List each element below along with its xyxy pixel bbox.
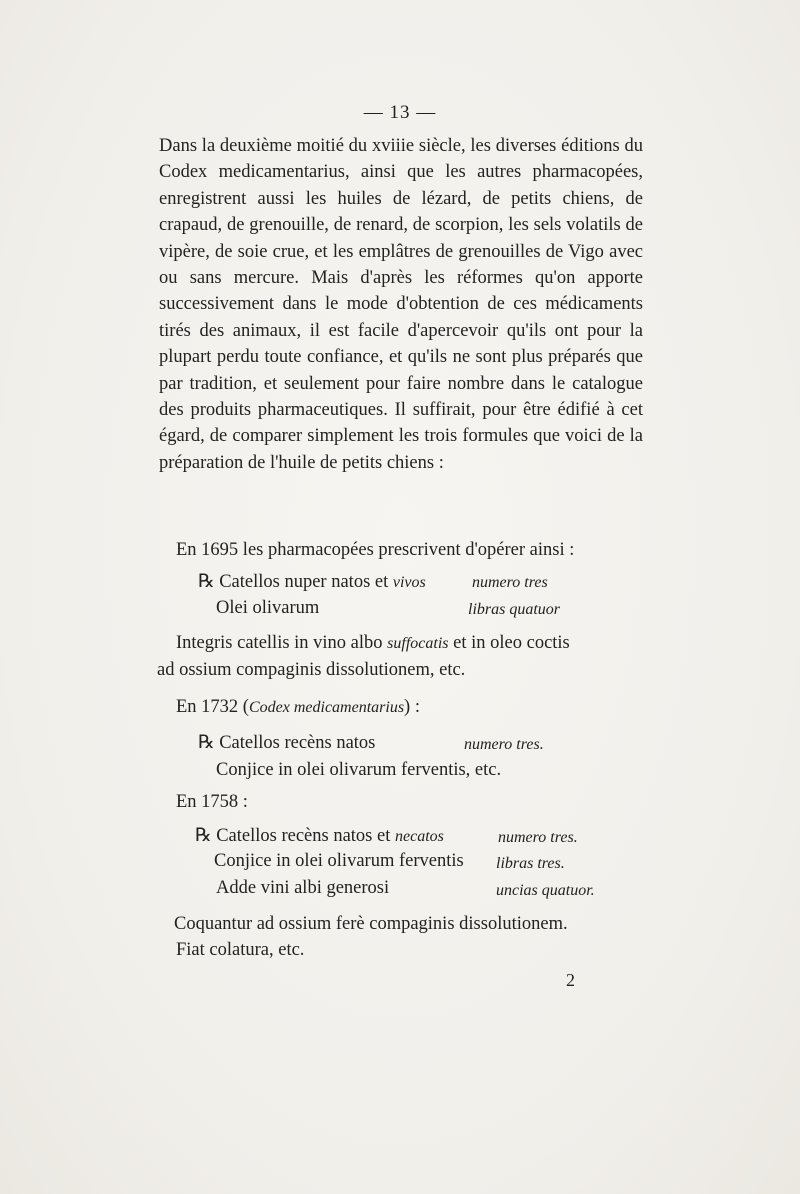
- recipe-1758-close1: Coquantur ad ossium ferè compaginis dissolutionem.: [174, 914, 568, 934]
- recipe-1695-line1-vivos: vivos: [392, 574, 426, 591]
- recipe-1695-intro: En 1695 les pharmacopées prescrivent d'opérer ainsi :: [176, 540, 575, 560]
- recipe-1695-instr-line2: ad ossium compaginis dissolutionem, etc.: [157, 660, 466, 680]
- recipe-1758-line3-main: Adde vini albi generosi: [216, 878, 390, 898]
- recipe-1732-line2-main: Conjice in olei olivarum ferventis, etc.: [216, 760, 502, 780]
- recipe-1695-line2-qty: libras quatuor: [468, 601, 561, 618]
- recipe-1758-line1: [195, 825, 444, 847]
- recipe-1758-line2-qty: libras tres.: [496, 855, 565, 872]
- recipe-1732-intro: [176, 697, 420, 718]
- recipe-1695-line1-qty: numero tres: [472, 574, 548, 591]
- recipe-1732-intro-a: En 1732 (: [176, 697, 249, 717]
- recipe-1758-close2: Fiat colatura, etc.: [176, 940, 305, 960]
- recipe-1695-instr-line1: [176, 633, 570, 654]
- recipe-1695-instr-a: Integris catellis in vino albo: [176, 633, 383, 653]
- recipe-1732-line1-qty: numero tres.: [464, 736, 544, 753]
- recipe-1695-instr-it: suffocatis: [387, 635, 449, 652]
- main-text: [159, 133, 643, 476]
- recipe-1758-line3-qty: uncias quatuor.: [496, 882, 595, 899]
- recipe-1758-line1-qty: numero tres.: [498, 829, 578, 846]
- recipe-1695-line1-main: ℞ Catellos nuper natos et: [198, 572, 389, 592]
- recipe-1732-intro-b: ) :: [404, 697, 420, 717]
- recipe-1758-line2-main: Conjice in olei olivarum ferventis: [214, 851, 464, 871]
- paragraph-intro: Dans la deuxième moitié du xviiie siècle, les diverses éditions du Codex medicamentarius, ainsi que les autres pharmacopées, enregistrent aussi les huiles de lézard, de petits chiens, de crapaud, de grenouille, de renard, de scorpion, les sels volatils de vipère, de soie crue, et les emplâtres de grenouilles de Vigo avec ou sans mercure. Mais d'après les réformes qu'on apporte successivement dans le mode d'obtention de ces médicaments tirés des animaux, il est facile d'apercevoir qu'ils ont pour la plupart perdu toute confiance, et qu'ils ne sont plus préparés que par tradition, et seulement pour faire nombre dans le catalogue des produits pharmaceutiques. Il suffirait, pour être édifié à cet égard, de comparer simplement les trois formules que voici de la préparation de l'huile de petits chiens :: [159, 136, 643, 473]
- recipe-1695-instr-b: et in oleo coctis: [453, 633, 570, 653]
- recipe-1758-line1-necatos: necatos: [395, 828, 444, 845]
- recipe-1732-line1-main: ℞ Catellos recèns natos: [198, 733, 376, 753]
- page-number: — 13 —: [363, 102, 437, 123]
- recipe-1758-intro: En 1758 :: [176, 792, 248, 812]
- recipe-1732-intro-it: Codex medicamentarius: [248, 699, 405, 716]
- recipe-1695-line2-main: Olei olivarum: [216, 598, 320, 618]
- recipe-1758-line1-main: ℞ Catellos recèns natos et: [195, 826, 391, 846]
- signature-mark: 2: [566, 970, 575, 990]
- recipe-1695-line1: [198, 571, 426, 593]
